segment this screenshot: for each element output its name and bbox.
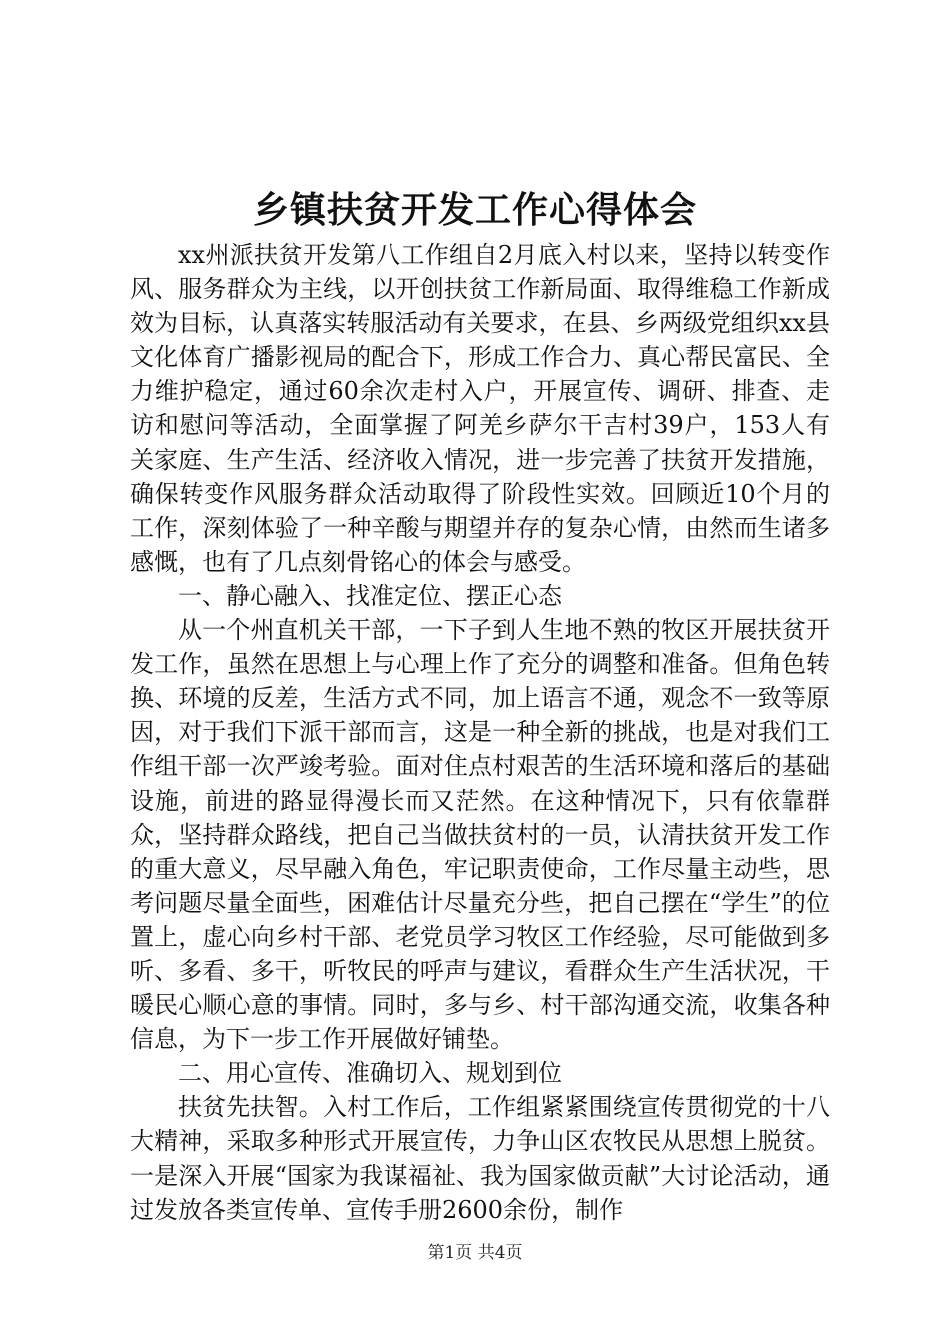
section-heading-2: 二、用心宣传、准确切入、规划到位 [178, 1059, 562, 1088]
section-heading-1: 一、静心融入、找准定位、摆正心态 [178, 581, 562, 610]
paragraph-section-2: 扶贫先扶智。入村工作后，工作组紧紧围绕宣传贯彻党的十八大精神，采取多种形式开展宣传，力争山区农牧民从思想上脱贫。一是深入开展“国家为我谋福祉、我为国家做贡献”大讨论活动，通过发放各类宣传单、宣传手册2600余份，制作 [130, 1093, 830, 1224]
document-body [130, 238, 830, 1227]
document-title: 乡镇扶贫开发工作心得体会 [252, 189, 697, 231]
paragraph-section-1: 从一个州直机关干部，一下子到人生地不熟的牧区开展扶贫开发工作，虽然在思想上与心理上作了充分的调整和准备。但角色转换、环境的反差，生活方式不同，加上语言不通，观念不一致等原因，对于我们下派干部而言，这是一种全新的挑战，也是对我们工作组干部一次严竣考验。面对住点村艰苦的生活环境和落后的基础设施，前进的路显得漫长而又茫然。在这种情况下，只有依靠群众，坚持群众路线，把自己当做扶贫村的一员，认清扶贫开发工作的重大意义，尽早融入角色，牢记职责使命，工作尽量主动些，思考问题尽量全面些，困难估计尽量充分些，把自己摆在“学生”的位置上，虚心向乡村干部、老党员学习牧区工作经验，尽可能做到多听、多看、多干，听牧民的呼声与建议，看群众生产生活状况，干暖民心顺心意的事情。同时，多与乡、村干部沟通交流，收集各种信息，为下一步工作开展做好铺垫。 [130, 616, 830, 1054]
page-footer: 第1页 共4页 [427, 1243, 523, 1263]
paragraph-intro: xx州派扶贫开发第八工作组自2月底入村以来，坚持以转变作风、服务群众为主线，以开创扶贫工作新局面、取得维稳工作新成效为目标，认真落实转服活动有关要求，在县、乡两级党组织xx县文化体育广播影视局的配合下，形成工作合力、真心帮民富民、全力维护稳定，通过60余次走村入户，开展宣传、调研、排查、走访和慰问等活动，全面掌握了阿羌乡萨尔干吉村39户，153人有关家庭、生产生活、经济收入情况，进一步完善了扶贫开发措施，确保转变作风服务群众活动取得了阶段性实效。回顾近10个月的工作，深刻体验了一种辛酸与期望并存的复杂心情，由然而生诸多感慨，也有了几点刻骨铭心的体会与感受。 [130, 241, 830, 576]
